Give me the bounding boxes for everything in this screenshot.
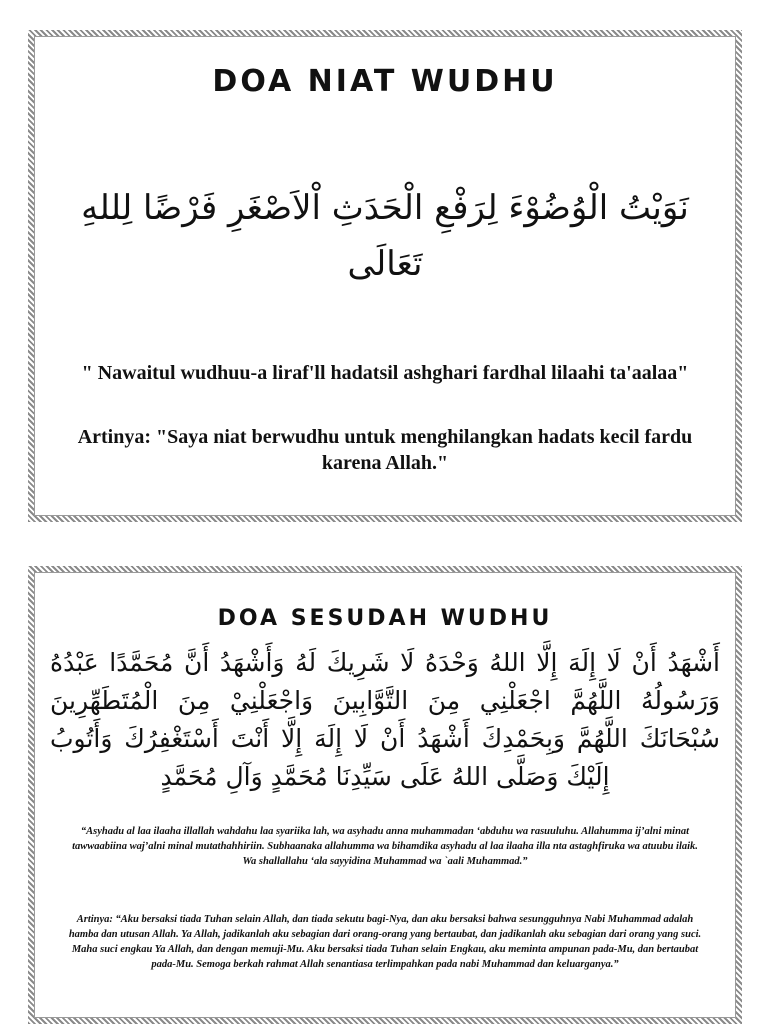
niat-meaning: Artinya: "Saya niat berwudhu untuk menghilangkan hadats kecil fardu karena Allah." xyxy=(77,426,693,474)
niat-title: DOA NIAT WUDHU xyxy=(212,64,558,99)
sesudah-title: DOA SESUDAH WUDHU xyxy=(217,606,553,631)
sesudah-meaning: Artinya: “Aku bersaksi tiada Tuhan selain Allah, dan tiada sekutu bagi-Nya, dan aku bersaksi bahwa sesungguhnya Nabi Muhammad adalah hamba dan utusan Allah. Ya Allah, jadikanlah aku sebagian dari orang-orang yang bertaubat, dan jadikanlah aku sebagian dari orang yang suci. Maha suci engkau Ya Allah, dan dengan memuji-Mu. Aku bersaksi tiada Tuhan selain Engkau, aku meminta ampunan pada-Mu, dan bertaubat pada-Mu. Semoga berkah rahmat Allah senantiasa terlimpahkan pada nabi Muhammad dan keluarganya.” xyxy=(68,914,702,970)
sesudah-transliteration: “Asyhadu al laa ilaaha illallah wahdahu laa syariika lah, wa asyhadu anna muhammadan ‘abduhu wa rasuuluhu. Allahumma ij’alni minat tawwaabiina waj’alni minal mutathahhiriin. Subhaanaka allahumma wa bihamdika asyhadu al laa ilaaha illa nta astaghfiruka wa atuubu ilaik. Wa shallallahu ‘ala sayyidina Muhammad wa `aali Muhammad.” xyxy=(72,826,698,867)
niat-wudhu-card xyxy=(28,30,742,522)
sesudah-wudhu-card xyxy=(28,566,742,1024)
niat-arabic-text: نَوَيْتُ الْوُضُوْءَ لِرَفْعِ الْحَدَثِ اْلاَصْغَرِ فَرْضًا لِللهِ تَعَالَى xyxy=(81,188,689,284)
niat-transliteration: " Nawaitul wudhuu-a liraf'll hadatsil ashghari fardhal lilaahi ta'aalaa" xyxy=(81,362,689,384)
sesudah-arabic-text: أَشْهَدُ أَنْ لَا إِلَهَ إِلَّا اللهُ وَحْدَهُ لَا شَرِيكَ لَهُ وَأَشْهَدُ أَنَّ مُحَمَّدًا عَبْدُهُ وَرَسُولُهُ اللَّهُمَّ اجْعَلْنِي مِنَ التَّوَّابِينَ وَاجْعَلْنِيْ مِنَ الْمُتَطَهِّرِينَ سُبْحَانَكَ اللَّهُمَّ وَبِحَمْدِكَ أَشْهَدُ أَنْ لَا إِلَهَ إِلَّا أَنْتَ أَسْتَغْفِرُكَ وَأَتُوبُ إِلَيْكَ وَصَلَّى اللهُ عَلَى سَيِّدِنَا مُحَمَّدٍ وَآلِ مُحَمَّدٍ xyxy=(50,648,720,791)
